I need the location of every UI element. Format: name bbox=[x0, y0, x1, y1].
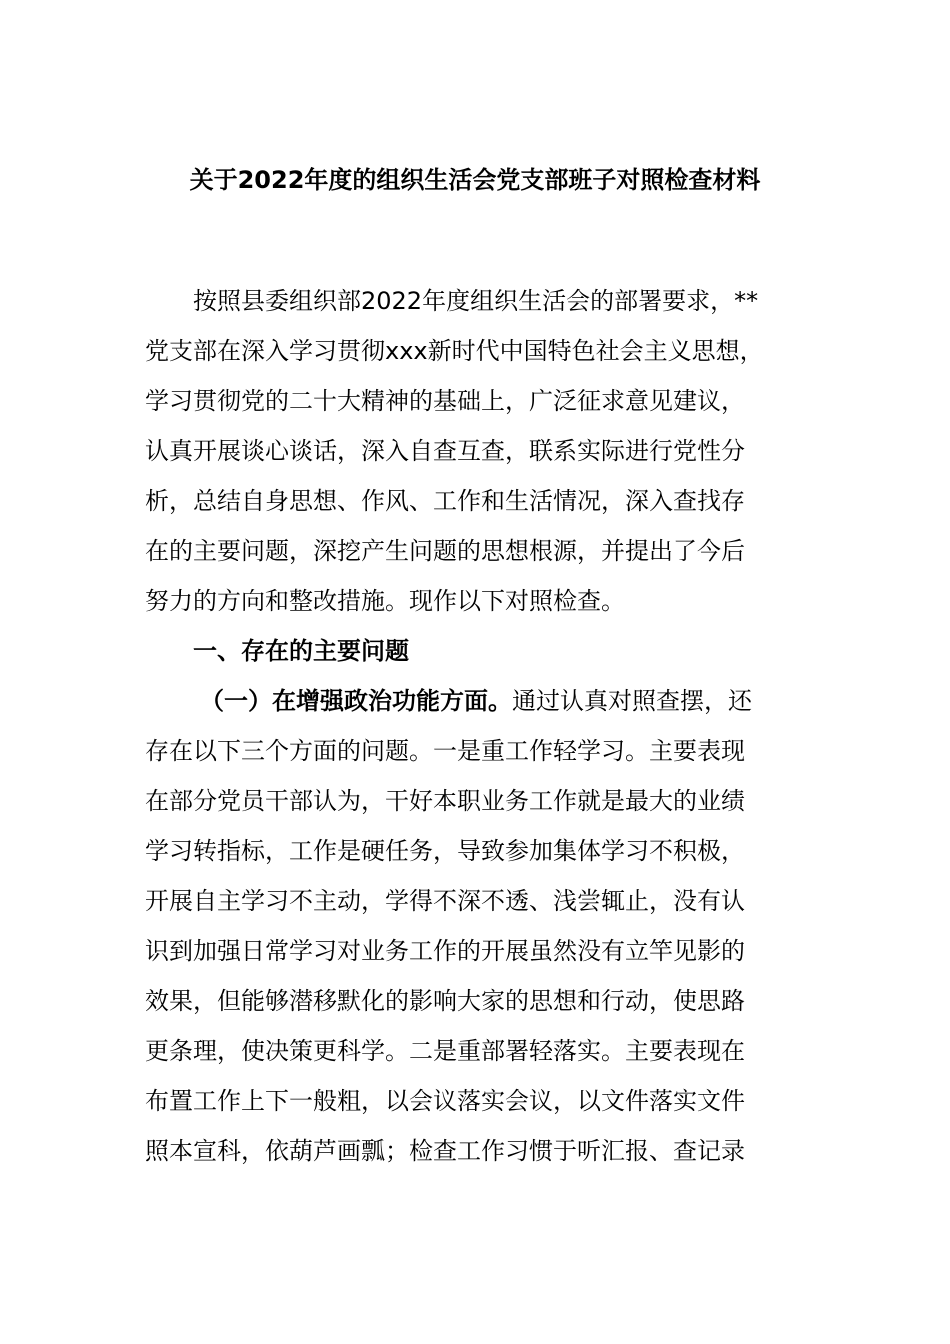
paragraph-line: 学习转指标，工作是硬任务，导致参加集体学习不积极， bbox=[145, 837, 745, 865]
sub-heading-rest: 通过认真对照查摆，还 bbox=[512, 687, 752, 715]
paragraph-line: 析，总结自身思想、作风、工作和生活情况，深入查找存 bbox=[145, 487, 745, 515]
paragraph-line: 识到加强日常学习对业务工作的开展虽然没有立竿见影的 bbox=[145, 937, 745, 965]
paragraph-line: 党支部在深入学习贯彻xxx新时代中国特色社会主义思想， bbox=[145, 337, 764, 365]
sub-heading-line bbox=[200, 685, 752, 717]
paragraph-line: 学习贯彻党的二十大精神的基础上，广泛征求意见建议， bbox=[145, 387, 745, 415]
document-title: 关于2022年度的组织生活会党支部班子对照检查材料 bbox=[189, 166, 761, 194]
paragraph-line: 照本宣科，依葫芦画瓢；检查工作习惯于听汇报、查记录 bbox=[145, 1137, 745, 1165]
paragraph-line: 更条理，使决策更科学。二是重部署轻落实。主要表现在 bbox=[145, 1037, 745, 1065]
sub-heading: （一）在增强政治功能方面。 bbox=[200, 687, 512, 715]
paragraph-line: 按照县委组织部2022年度组织生活会的部署要求，** bbox=[193, 287, 759, 315]
paragraph-line: 开展自主学习不主动，学得不深不透、浅尝辄止，没有认 bbox=[145, 887, 745, 915]
paragraph-line: 布置工作上下一般粗，以会议落实会议，以文件落实文件 bbox=[145, 1087, 745, 1115]
section-heading: 一、存在的主要问题 bbox=[193, 637, 409, 665]
paragraph-line: 效果，但能够潜移默化的影响大家的思想和行动，使思路 bbox=[145, 987, 745, 1015]
paragraph-line: 认真开展谈心谈话，深入自查互查，联系实际进行党性分 bbox=[145, 437, 745, 465]
paragraph-line: 存在以下三个方面的问题。一是重工作轻学习。主要表现 bbox=[145, 737, 745, 765]
paragraph-line: 在部分党员干部认为，干好本职业务工作就是最大的业绩 bbox=[145, 787, 745, 815]
paragraph-line: 在的主要问题，深挖产生问题的思想根源，并提出了今后 bbox=[145, 537, 745, 565]
paragraph-line: 努力的方向和整改措施。现作以下对照检查。 bbox=[145, 587, 625, 615]
